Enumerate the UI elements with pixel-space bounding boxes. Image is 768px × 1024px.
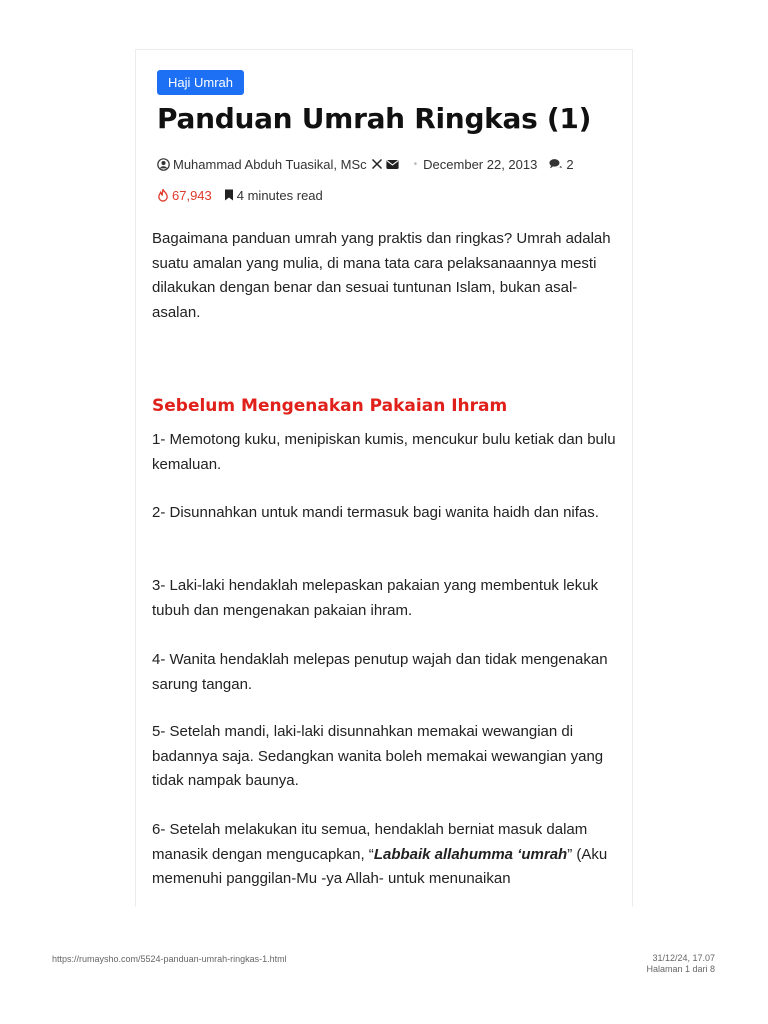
article-title: Panduan Umrah Ringkas (1)	[157, 102, 592, 135]
comment-count[interactable]: 2	[566, 156, 574, 172]
print-timestamp: 31/12/24, 17.07	[652, 953, 715, 963]
article-meta-secondary	[157, 186, 323, 204]
intro-paragraph: Bagaimana panduan umrah yang praktis dan ringkas? Umrah adalah suatu amalan yang mulia, di mana tata cara pelaksanaannya mesti dilakukan dengan benar dan sesuai tuntunan Islam, bukan asal-asalan.	[152, 230, 611, 321]
talbiyah-phrase: Labbaik allahumma ‘umrah	[373, 845, 568, 863]
list-item: 2- Disunnahkan untuk mandi termasuk bagi wanita haidh dan nifas.	[152, 504, 599, 521]
bookmark-icon	[224, 189, 234, 201]
fire-icon	[157, 189, 169, 202]
read-time: 4 minutes read	[236, 187, 323, 203]
view-count: 67,943	[172, 187, 212, 203]
section-heading: Sebelum Mengenakan Pakaian Ihram	[152, 396, 508, 416]
list-item: 3- Laki-laki hendaklah melepaskan pakaian yang membentuk lekuk tubuh dan mengenakan pakaian ihram.	[152, 577, 599, 619]
author-link[interactable]: Muhammad Abduh Tuasikal, MSc	[173, 156, 367, 172]
footer-url: https://rumaysho.com/5524-panduan-umrah-ringkas-1.html	[52, 954, 287, 964]
point6-text: 6- Setelah melakukan itu semua, hendaklah berniat masuk dalam manasik dengan mengucapkan, “	[152, 821, 588, 863]
x-logo-icon[interactable]	[371, 158, 383, 170]
page-number: Halaman 1 dari 8	[646, 964, 715, 974]
comments-icon[interactable]	[549, 158, 563, 170]
list-item: 1- Memotong kuku, menipiskan kumis, mencukur bulu ketiak dan bulu kemaluan.	[152, 431, 616, 473]
meta-separator: •	[413, 158, 418, 170]
publish-date: December 22, 2013	[423, 156, 538, 172]
list-item-6	[152, 818, 618, 892]
article-card	[135, 49, 633, 907]
envelope-icon[interactable]	[386, 159, 399, 170]
article-meta-primary	[157, 155, 574, 173]
point6-text-cont: ” (Aku memenuhi panggilan-Mu -ya Allah- untuk menunaikan	[152, 845, 608, 887]
list-item: 4- Wanita hendaklah melepas penutup wajah dan tidak mengenakan sarung tangan.	[152, 651, 608, 693]
list-item: 5- Setelah mandi, laki-laki disunnahkan memakai wewangian di badannya saja. Sedangkan wanita boleh memakai wewangian yang tidak nampak baunya.	[152, 723, 604, 789]
user-circle-icon	[157, 158, 170, 171]
category-badge[interactable]: Haji Umrah	[157, 70, 244, 95]
footer-info	[646, 953, 715, 975]
